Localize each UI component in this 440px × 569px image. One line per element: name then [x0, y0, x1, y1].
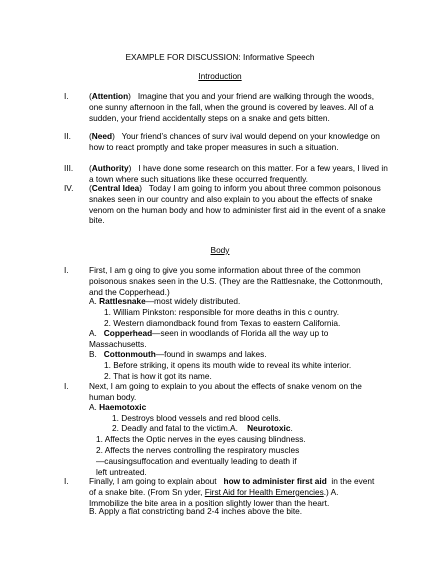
subitem-letter: A.	[89, 402, 97, 412]
body-point-number: I.	[64, 265, 69, 275]
item-number: IV.	[64, 183, 74, 193]
subitem-label: Neurotoxic	[247, 423, 291, 433]
point-text: in the event of a snake bite. (From Sn yder,	[89, 476, 375, 497]
detail-text: .	[290, 423, 293, 433]
body-point-text	[89, 476, 379, 508]
detail-text: 2. Deadly and fatal to the victim.A.	[112, 423, 238, 433]
item-number: III.	[64, 163, 74, 173]
item-text: (Central Idea) Today I am going to inform you about three common poisonous snakes seen in our country and also explain to you about the effects of snake venom on the human body and how to administer first aid in the event of a snake bite.	[89, 183, 386, 226]
page-title: EXAMPLE FOR DISCUSSION: Informative Speech	[125, 52, 315, 62]
subitem-letter: B.	[89, 349, 97, 359]
outline-detail: 1. William Pinkston: responsible for more deaths in this c ountry.	[104, 307, 340, 317]
source-title: First Aid for Health Emergencies	[204, 486, 324, 497]
outline-detail: 2. Affects the nerves controlling the respiratory muscles—causingsuffocation and eventually leading to death if left untreated.	[96, 445, 300, 477]
outline-subitem: B. Apply a flat constricting band 2-4 inches above the bite.	[89, 506, 303, 516]
body-point-number: I.	[64, 381, 69, 391]
item-number: I.	[64, 91, 69, 101]
outline-subitem	[89, 349, 267, 360]
body-point-text: First, I am g oing to give you some information about three of the common poisonous snakes seen in the U.S. (They are the Rattlesnake, the Cottonmouth, and the Copperhead.)	[89, 265, 383, 297]
item-body: Imagine that you and your friend are walking through the woods, one sunny afternoon in the fall, when the ground is covered by leaves. All of a sudden, your friend accidentally steps on a snake and gets bitten.	[89, 91, 375, 123]
subitem-label: Cottonmouth	[103, 349, 156, 359]
outline-subitem	[89, 328, 359, 350]
item-number: II.	[64, 131, 71, 141]
point-label: how to administer first aid	[223, 476, 327, 486]
body-point-text: Next, I am going to explain to you about the effects of snake venom on the human body.	[89, 381, 362, 402]
item-label: Authority	[91, 163, 129, 173]
item-body: I have done some research on this matter. For a few years, I lived in a town where such situations like these occurred frequently.	[89, 163, 388, 184]
outline-detail	[112, 423, 293, 434]
point-text: Finally, I am going to explain about	[89, 476, 217, 486]
outline-detail: 1. Destroys blood vessels and red blood cells.	[112, 413, 281, 423]
item-text: (Need) Your friend’s chances of surv ival would depend on your knowledge on how to react promptly and take proper measures in such a situation.	[89, 131, 380, 152]
body-point-number: I.	[64, 476, 69, 486]
intro-heading: Introduction	[198, 71, 242, 81]
outline-detail: 2. That is how it got its name.	[104, 371, 212, 381]
item-text: (Attention) Imagine that you and your friend are walking through the woods, one sunny afternoon in the fall, when the ground is covered by leaves. All of a sudden, your friend accidentally steps on a snake and gets bitten.	[89, 91, 375, 123]
subitem-label: Haemotoxic	[99, 402, 147, 412]
subitem-letter: A.	[89, 296, 97, 306]
outline-detail: 1. Affects the Optic nerves in the eyes causing blindness.	[96, 434, 306, 444]
item-label: Central Idea	[91, 183, 140, 193]
subitem-text: —found in swamps and lakes.	[155, 349, 267, 359]
outline-detail: 2. Western diamondback found from Texas to eastern California.	[104, 318, 341, 328]
subitem-text: —seen in woodlands of Florida all the way up to Massachusetts.	[89, 328, 329, 349]
item-text: (Authority) I have done some research on this matter. For a few years, I lived in a town where such situations like these occurred frequently.	[89, 163, 388, 184]
subitem-letter: A.	[89, 328, 97, 338]
outline-detail: 1. Before striking, it opens its mouth wide to reveal its white interior.	[104, 360, 352, 370]
subitem-label: Copperhead	[103, 328, 153, 338]
subitem-text: —most widely distributed.	[145, 296, 241, 306]
body-heading: Body	[210, 245, 230, 255]
outline-subitem	[89, 402, 146, 413]
point-text: .) A. Immobilize the bite area in a position slightly lower than the heart.	[89, 486, 339, 508]
item-body: Your friend’s chances of surv ival would depend on your knowledge on how to react promptly and take proper measures in such a situation.	[89, 131, 380, 152]
subitem-label: Rattlesnake	[99, 296, 146, 306]
outline-subitem	[89, 296, 240, 307]
item-label: Attention	[91, 91, 129, 101]
item-body: Today I am going to inform you about three common poisonous snakes seen in our country and also explain to you about the effects of snake venom on the human body and how to administer first aid in the event of a snake bite.	[89, 183, 386, 226]
item-label: Need	[91, 131, 113, 141]
